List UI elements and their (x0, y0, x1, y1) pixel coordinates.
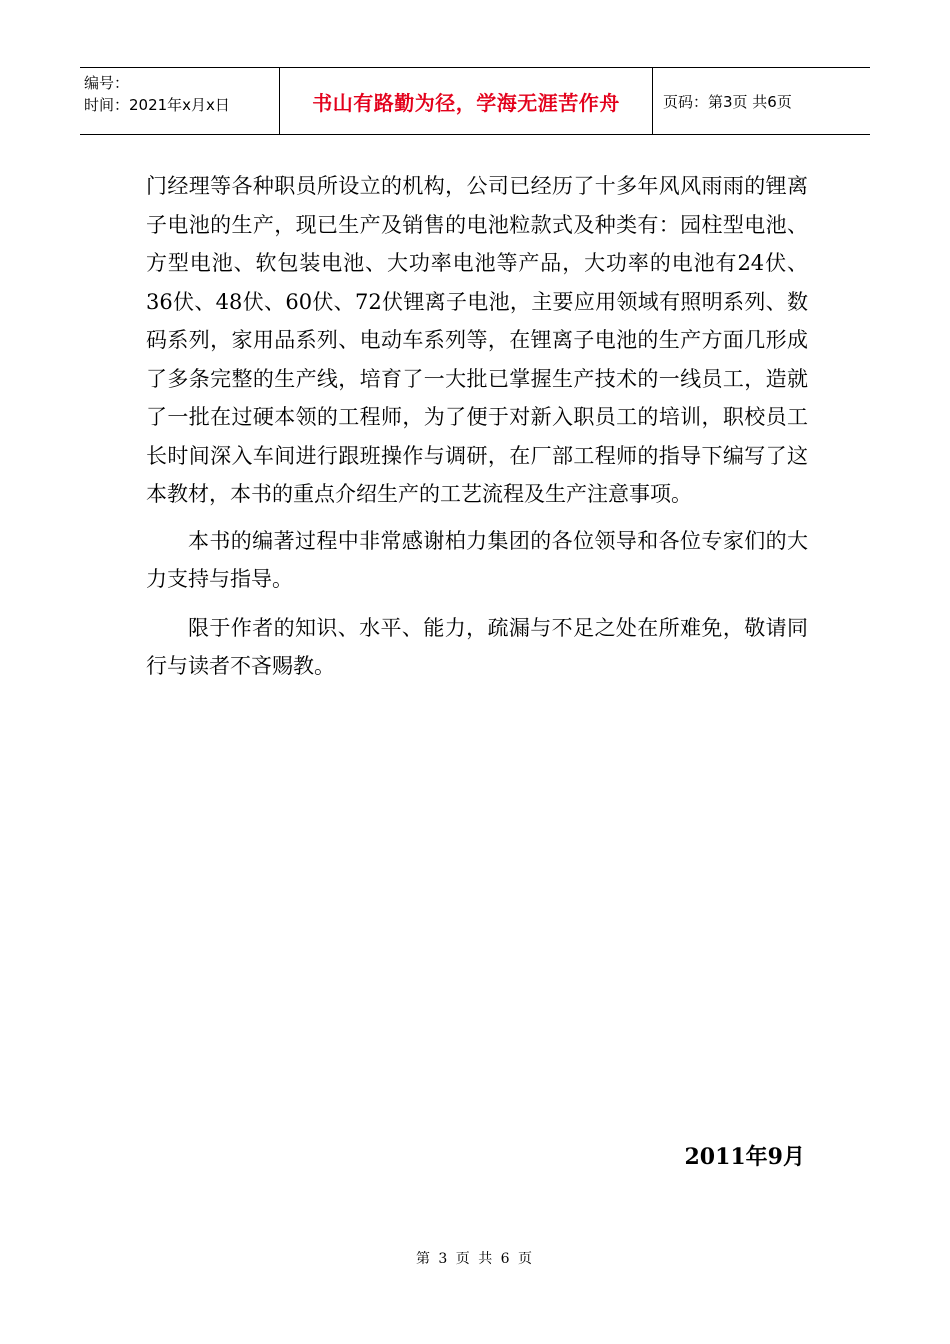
header-motto: 书山有路勤为径，学海无涯苦作舟 (280, 68, 653, 134)
document-header (80, 67, 870, 135)
document-number-label: 编号： (84, 74, 130, 92)
document-body (146, 167, 808, 686)
body-paragraph-continuation: 门经理等各种职员所设立的机构，公司已经历了十多年风风雨雨的锂离子电池的生产，现已生产及销售的电池粒款式及种类有：园柱型电池、方型电池、软包装电池、大功率电池等产品，大功率的电池有24伏、36伏、48伏、60伏、72伏锂离子电池，主要应用领域有照明系列、数码系列，家用品系列、电动车系列等，在锂离子电池的生产方面几形成了多条完整的生产线，培育了一大批已掌握生产技术的一线员工，造就了一批在过硬本领的工程师，为了便于对新入职员工的培训，职校员工长时间深入车间进行跟班操作与调研，在厂部工程师的指导下编写了这本教材，本书的重点介绍生产的工艺流程及生产注意事项。 (146, 174, 808, 506)
document-time-label: 时间：2021年x月x日 (84, 96, 230, 114)
body-paragraph-acknowledgement: 本书的编著过程中非常感谢柏力集团的各位领导和各位专家们的大力支持与指导。 (146, 528, 808, 591)
page-footer: 第 3 页 共 6 页 (415, 1251, 535, 1267)
header-meta (80, 68, 280, 134)
body-paragraph-disclaimer: 限于作者的知识、水平、能力，疏漏与不足之处在所难免，敬请同行与读者不吝赐教。 (146, 615, 808, 678)
header-page-label: 页码：第3页 共6页 (663, 92, 792, 111)
document-date: 2011年9月 (684, 1144, 805, 1170)
